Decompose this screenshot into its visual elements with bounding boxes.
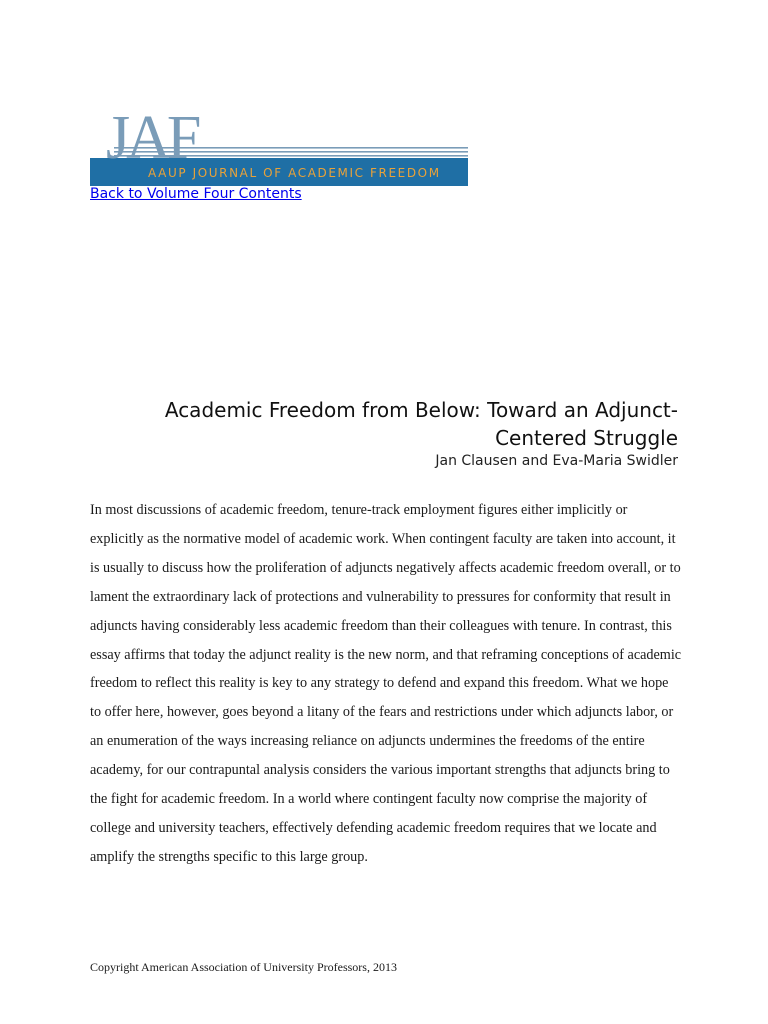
article-heading [140,396,678,470]
article-abstract: In most discussions of academic freedom, tenure-track employment figures either implicitly or explicitly as the normative model of academic work. When contingent faculty are taken into account, it is usually to discuss how the proliferation of adjuncts negatively affects academic freedom overall, or to lament the extraordinary lack of protections and vulnerability to pressures for conformity that result in adjuncts having considerably less academic freedom than their colleagues with tenure. In contrast, this essay affirms that today the adjunct reality is the new norm, and that reframing conceptions of academic freedom to reflect this reality is key to any strategy to defend and expand this freedom. What we hope to offer here, however, goes beyond a litany of the fears and restrictions under which adjuncts labor, or an enumeration of the ways increasing reliance on adjuncts undermines the freedoms of the entire academy, for our contrapuntal analysis considers the various important strengths that adjuncts bring to the fight for academic freedom. In a world where contingent faculty now comprise the majority of college and university teachers, effectively defending academic freedom requires that we locate and amplify the strengths specific to this large group. [90,502,682,865]
copyright-notice: Copyright American Association of University Professors, 2013 [90,960,397,974]
journal-logo [90,100,468,186]
article-authors: Jan Clausen and Eva-Maria Swidler [435,453,678,469]
logo-banner-text: AAUP JOURNAL OF ACADEMIC FREEDOM [148,166,441,180]
article-title-line-1: Academic Freedom from Below: Toward an Adjunct- [164,398,678,422]
article-title [140,396,678,452]
back-to-contents-link[interactable]: Back to Volume Four Contents [90,186,302,202]
article-title-line-2: Centered Struggle [495,426,678,450]
logo-mark: JAF [106,104,198,172]
